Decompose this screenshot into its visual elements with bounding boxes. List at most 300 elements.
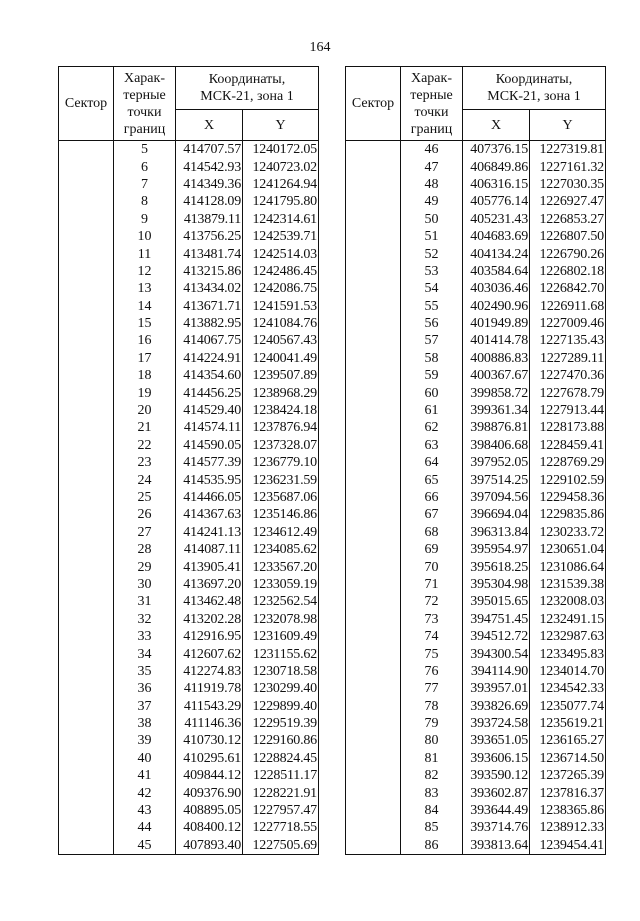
table-row bbox=[346, 332, 606, 349]
point-number-cell: 56 bbox=[401, 315, 463, 332]
y-coordinate-cell: 1241591.53 bbox=[243, 298, 319, 315]
x-coordinate-cell: 413462.48 bbox=[176, 593, 243, 610]
x-coordinate-cell: 411543.29 bbox=[176, 698, 243, 715]
table-row bbox=[346, 628, 606, 645]
header-x: X bbox=[176, 110, 243, 141]
y-coordinate-cell: 1230718.58 bbox=[243, 663, 319, 680]
table-row bbox=[346, 663, 606, 680]
y-coordinate-cell: 1230299.40 bbox=[243, 680, 319, 697]
point-number-cell: 27 bbox=[114, 524, 176, 541]
sector-cell bbox=[346, 298, 401, 315]
sector-cell bbox=[346, 350, 401, 367]
x-coordinate-cell: 395015.65 bbox=[463, 593, 530, 610]
point-number-cell: 74 bbox=[401, 628, 463, 645]
table-row bbox=[346, 558, 606, 575]
point-number-cell: 45 bbox=[114, 837, 176, 855]
point-number-cell: 29 bbox=[114, 558, 176, 575]
y-coordinate-cell: 1227030.35 bbox=[530, 176, 606, 193]
sector-cell bbox=[346, 176, 401, 193]
point-number-cell: 28 bbox=[114, 541, 176, 558]
sector-cell bbox=[59, 732, 114, 749]
y-coordinate-cell: 1227470.36 bbox=[530, 367, 606, 384]
table-row bbox=[59, 558, 319, 575]
point-number-cell: 61 bbox=[401, 402, 463, 419]
x-coordinate-cell: 414542.93 bbox=[176, 158, 243, 175]
table-row bbox=[59, 263, 319, 280]
x-coordinate-cell: 409844.12 bbox=[176, 767, 243, 784]
y-coordinate-cell: 1235687.06 bbox=[243, 489, 319, 506]
x-coordinate-cell: 401949.89 bbox=[463, 315, 530, 332]
header-points: Харак- терные точки границ bbox=[401, 67, 463, 141]
y-coordinate-cell: 1227135.43 bbox=[530, 332, 606, 349]
table-row bbox=[346, 784, 606, 801]
table-row bbox=[346, 384, 606, 401]
table-row bbox=[346, 193, 606, 210]
x-coordinate-cell: 399361.34 bbox=[463, 402, 530, 419]
point-number-cell: 21 bbox=[114, 419, 176, 436]
table-row bbox=[346, 437, 606, 454]
table-row bbox=[59, 767, 319, 784]
point-number-cell: 73 bbox=[401, 611, 463, 628]
point-number-cell: 17 bbox=[114, 350, 176, 367]
table-row bbox=[59, 524, 319, 541]
table-row bbox=[59, 454, 319, 471]
point-number-cell: 24 bbox=[114, 471, 176, 488]
header-x: X bbox=[463, 110, 530, 141]
x-coordinate-cell: 411919.78 bbox=[176, 680, 243, 697]
table-row bbox=[346, 506, 606, 523]
x-coordinate-cell: 414456.25 bbox=[176, 384, 243, 401]
y-coordinate-cell: 1240723.02 bbox=[243, 158, 319, 175]
point-number-cell: 12 bbox=[114, 263, 176, 280]
sector-cell bbox=[346, 767, 401, 784]
table-row bbox=[346, 141, 606, 159]
sector-cell bbox=[346, 193, 401, 210]
x-coordinate-cell: 408400.12 bbox=[176, 819, 243, 836]
x-coordinate-cell: 397514.25 bbox=[463, 471, 530, 488]
point-number-cell: 53 bbox=[401, 263, 463, 280]
sector-cell bbox=[59, 315, 114, 332]
sector-cell bbox=[59, 228, 114, 245]
y-coordinate-cell: 1226802.18 bbox=[530, 263, 606, 280]
y-coordinate-cell: 1226842.70 bbox=[530, 280, 606, 297]
y-coordinate-cell: 1235077.74 bbox=[530, 698, 606, 715]
table-row bbox=[59, 280, 319, 297]
point-number-cell: 62 bbox=[401, 419, 463, 436]
sector-cell bbox=[59, 298, 114, 315]
y-coordinate-cell: 1242086.75 bbox=[243, 280, 319, 297]
x-coordinate-cell: 405776.14 bbox=[463, 193, 530, 210]
point-number-cell: 46 bbox=[401, 141, 463, 159]
x-coordinate-cell: 414349.36 bbox=[176, 176, 243, 193]
x-coordinate-cell: 414367.63 bbox=[176, 506, 243, 523]
table-row bbox=[346, 819, 606, 836]
y-coordinate-cell: 1227289.11 bbox=[530, 350, 606, 367]
table-row bbox=[346, 802, 606, 819]
point-number-cell: 11 bbox=[114, 245, 176, 262]
y-coordinate-cell: 1228511.17 bbox=[243, 767, 319, 784]
sector-cell bbox=[59, 715, 114, 732]
y-coordinate-cell: 1227161.32 bbox=[530, 158, 606, 175]
x-coordinate-cell: 414529.40 bbox=[176, 402, 243, 419]
sector-cell bbox=[59, 263, 114, 280]
table-row bbox=[346, 211, 606, 228]
table-row bbox=[346, 593, 606, 610]
point-number-cell: 41 bbox=[114, 767, 176, 784]
y-coordinate-cell: 1232491.15 bbox=[530, 611, 606, 628]
y-coordinate-cell: 1227009.46 bbox=[530, 315, 606, 332]
x-coordinate-cell: 393813.64 bbox=[463, 837, 530, 855]
x-coordinate-cell: 413202.28 bbox=[176, 611, 243, 628]
point-number-cell: 49 bbox=[401, 193, 463, 210]
sector-cell bbox=[346, 211, 401, 228]
coordinates-table-right bbox=[345, 66, 606, 855]
x-coordinate-cell: 414577.39 bbox=[176, 454, 243, 471]
x-coordinate-cell: 408895.05 bbox=[176, 802, 243, 819]
sector-cell bbox=[346, 802, 401, 819]
sector-cell bbox=[346, 141, 401, 159]
point-number-cell: 38 bbox=[114, 715, 176, 732]
y-coordinate-cell: 1232078.98 bbox=[243, 611, 319, 628]
x-coordinate-cell: 407893.40 bbox=[176, 837, 243, 855]
table-row bbox=[346, 176, 606, 193]
x-coordinate-cell: 411146.36 bbox=[176, 715, 243, 732]
table-row bbox=[346, 680, 606, 697]
table-row bbox=[59, 158, 319, 175]
x-coordinate-cell: 404683.69 bbox=[463, 228, 530, 245]
table-row bbox=[346, 645, 606, 662]
table-row bbox=[346, 228, 606, 245]
sector-cell bbox=[346, 576, 401, 593]
x-coordinate-cell: 412916.95 bbox=[176, 628, 243, 645]
x-coordinate-cell: 413756.25 bbox=[176, 228, 243, 245]
sector-cell bbox=[59, 663, 114, 680]
point-number-cell: 77 bbox=[401, 680, 463, 697]
x-coordinate-cell: 400886.83 bbox=[463, 350, 530, 367]
table-row bbox=[346, 524, 606, 541]
table-row bbox=[59, 645, 319, 662]
y-coordinate-cell: 1239507.89 bbox=[243, 367, 319, 384]
header-coordinates: Координаты, МСК-21, зона 1 bbox=[463, 67, 606, 110]
point-number-cell: 47 bbox=[401, 158, 463, 175]
x-coordinate-cell: 394512.72 bbox=[463, 628, 530, 645]
header-coordinates: Координаты, МСК-21, зона 1 bbox=[176, 67, 319, 110]
x-coordinate-cell: 414128.09 bbox=[176, 193, 243, 210]
x-coordinate-cell: 402490.96 bbox=[463, 298, 530, 315]
x-coordinate-cell: 414067.75 bbox=[176, 332, 243, 349]
y-coordinate-cell: 1227718.55 bbox=[243, 819, 319, 836]
x-coordinate-cell: 413879.11 bbox=[176, 211, 243, 228]
sector-cell bbox=[346, 454, 401, 471]
sector-cell bbox=[59, 750, 114, 767]
sector-cell bbox=[59, 802, 114, 819]
table-row bbox=[59, 471, 319, 488]
x-coordinate-cell: 414087.11 bbox=[176, 541, 243, 558]
point-number-cell: 16 bbox=[114, 332, 176, 349]
header-points: Харак- терные точки границ bbox=[114, 67, 176, 141]
y-coordinate-cell: 1232008.03 bbox=[530, 593, 606, 610]
x-coordinate-cell: 412607.62 bbox=[176, 645, 243, 662]
x-coordinate-cell: 399858.72 bbox=[463, 384, 530, 401]
y-coordinate-cell: 1238912.33 bbox=[530, 819, 606, 836]
y-coordinate-cell: 1228173.88 bbox=[530, 419, 606, 436]
table-row bbox=[59, 593, 319, 610]
sector-cell bbox=[59, 819, 114, 836]
point-number-cell: 18 bbox=[114, 367, 176, 384]
y-coordinate-cell: 1238968.29 bbox=[243, 384, 319, 401]
x-coordinate-cell: 413481.74 bbox=[176, 245, 243, 262]
x-coordinate-cell: 397094.56 bbox=[463, 489, 530, 506]
sector-cell bbox=[346, 645, 401, 662]
x-coordinate-cell: 404134.24 bbox=[463, 245, 530, 262]
y-coordinate-cell: 1242486.45 bbox=[243, 263, 319, 280]
sector-cell bbox=[346, 402, 401, 419]
point-number-cell: 9 bbox=[114, 211, 176, 228]
y-coordinate-cell: 1231155.62 bbox=[243, 645, 319, 662]
table-row bbox=[59, 506, 319, 523]
sector-cell bbox=[59, 332, 114, 349]
point-number-cell: 57 bbox=[401, 332, 463, 349]
sector-cell bbox=[59, 141, 114, 159]
sector-cell bbox=[59, 402, 114, 419]
table-row bbox=[59, 141, 319, 159]
table-row bbox=[59, 784, 319, 801]
sector-cell bbox=[59, 645, 114, 662]
y-coordinate-cell: 1237328.07 bbox=[243, 437, 319, 454]
y-coordinate-cell: 1227913.44 bbox=[530, 402, 606, 419]
x-coordinate-cell: 414535.95 bbox=[176, 471, 243, 488]
x-coordinate-cell: 394751.45 bbox=[463, 611, 530, 628]
x-coordinate-cell: 398876.81 bbox=[463, 419, 530, 436]
y-coordinate-cell: 1236231.59 bbox=[243, 471, 319, 488]
x-coordinate-cell: 414241.13 bbox=[176, 524, 243, 541]
sector-cell bbox=[59, 350, 114, 367]
sector-cell bbox=[346, 489, 401, 506]
point-number-cell: 10 bbox=[114, 228, 176, 245]
y-coordinate-cell: 1242514.03 bbox=[243, 245, 319, 262]
y-coordinate-cell: 1239454.41 bbox=[530, 837, 606, 855]
x-coordinate-cell: 393957.01 bbox=[463, 680, 530, 697]
point-number-cell: 13 bbox=[114, 280, 176, 297]
x-coordinate-cell: 414707.57 bbox=[176, 141, 243, 159]
point-number-cell: 86 bbox=[401, 837, 463, 855]
sector-cell bbox=[346, 263, 401, 280]
table-row bbox=[59, 367, 319, 384]
y-coordinate-cell: 1230651.04 bbox=[530, 541, 606, 558]
point-number-cell: 15 bbox=[114, 315, 176, 332]
x-coordinate-cell: 413434.02 bbox=[176, 280, 243, 297]
x-coordinate-cell: 393590.12 bbox=[463, 767, 530, 784]
table-row bbox=[346, 715, 606, 732]
sector-cell bbox=[346, 593, 401, 610]
sector-cell bbox=[346, 280, 401, 297]
y-coordinate-cell: 1233495.83 bbox=[530, 645, 606, 662]
y-coordinate-cell: 1241795.80 bbox=[243, 193, 319, 210]
x-coordinate-cell: 407376.15 bbox=[463, 141, 530, 159]
table-row bbox=[59, 837, 319, 855]
table-row bbox=[346, 245, 606, 262]
y-coordinate-cell: 1226911.68 bbox=[530, 298, 606, 315]
table-row bbox=[59, 802, 319, 819]
y-coordinate-cell: 1229458.36 bbox=[530, 489, 606, 506]
x-coordinate-cell: 393826.69 bbox=[463, 698, 530, 715]
header-sector: Сектор bbox=[59, 67, 114, 141]
y-coordinate-cell: 1228459.41 bbox=[530, 437, 606, 454]
x-coordinate-cell: 413215.86 bbox=[176, 263, 243, 280]
table-row bbox=[59, 663, 319, 680]
sector-cell bbox=[346, 245, 401, 262]
table-row bbox=[59, 315, 319, 332]
sector-cell bbox=[346, 524, 401, 541]
point-number-cell: 66 bbox=[401, 489, 463, 506]
point-number-cell: 81 bbox=[401, 750, 463, 767]
x-coordinate-cell: 394300.54 bbox=[463, 645, 530, 662]
y-coordinate-cell: 1237265.39 bbox=[530, 767, 606, 784]
x-coordinate-cell: 403584.64 bbox=[463, 263, 530, 280]
point-number-cell: 70 bbox=[401, 558, 463, 575]
page-number: 164 bbox=[309, 40, 331, 55]
y-coordinate-cell: 1226853.27 bbox=[530, 211, 606, 228]
point-number-cell: 63 bbox=[401, 437, 463, 454]
sector-cell bbox=[346, 750, 401, 767]
table-row bbox=[346, 419, 606, 436]
table-row bbox=[59, 819, 319, 836]
sector-cell bbox=[346, 732, 401, 749]
y-coordinate-cell: 1234612.49 bbox=[243, 524, 319, 541]
table-row bbox=[59, 193, 319, 210]
x-coordinate-cell: 393714.76 bbox=[463, 819, 530, 836]
sector-cell bbox=[59, 767, 114, 784]
y-coordinate-cell: 1229102.59 bbox=[530, 471, 606, 488]
point-number-cell: 75 bbox=[401, 645, 463, 662]
y-coordinate-cell: 1241084.76 bbox=[243, 315, 319, 332]
sector-cell bbox=[346, 541, 401, 558]
table-row bbox=[346, 541, 606, 558]
point-number-cell: 78 bbox=[401, 698, 463, 715]
point-number-cell: 83 bbox=[401, 784, 463, 801]
point-number-cell: 54 bbox=[401, 280, 463, 297]
y-coordinate-cell: 1231539.38 bbox=[530, 576, 606, 593]
table-row bbox=[59, 489, 319, 506]
point-number-cell: 71 bbox=[401, 576, 463, 593]
sector-cell bbox=[346, 315, 401, 332]
x-coordinate-cell: 401414.78 bbox=[463, 332, 530, 349]
sector-cell bbox=[59, 558, 114, 575]
sector-cell bbox=[59, 280, 114, 297]
x-coordinate-cell: 395618.25 bbox=[463, 558, 530, 575]
coordinates-table-left bbox=[58, 66, 319, 855]
point-number-cell: 5 bbox=[114, 141, 176, 159]
x-coordinate-cell: 410730.12 bbox=[176, 732, 243, 749]
point-number-cell: 55 bbox=[401, 298, 463, 315]
y-coordinate-cell: 1229160.86 bbox=[243, 732, 319, 749]
point-number-cell: 22 bbox=[114, 437, 176, 454]
x-coordinate-cell: 405231.43 bbox=[463, 211, 530, 228]
point-number-cell: 44 bbox=[114, 819, 176, 836]
y-coordinate-cell: 1226807.50 bbox=[530, 228, 606, 245]
y-coordinate-cell: 1235146.86 bbox=[243, 506, 319, 523]
sector-cell bbox=[59, 628, 114, 645]
y-coordinate-cell: 1229899.40 bbox=[243, 698, 319, 715]
header-y: Y bbox=[530, 110, 606, 141]
y-coordinate-cell: 1227678.79 bbox=[530, 384, 606, 401]
x-coordinate-cell: 395304.98 bbox=[463, 576, 530, 593]
y-coordinate-cell: 1240172.05 bbox=[243, 141, 319, 159]
sector-cell bbox=[346, 663, 401, 680]
y-coordinate-cell: 1226790.26 bbox=[530, 245, 606, 262]
x-coordinate-cell: 394114.90 bbox=[463, 663, 530, 680]
table-row bbox=[346, 402, 606, 419]
point-number-cell: 43 bbox=[114, 802, 176, 819]
table-row bbox=[346, 315, 606, 332]
y-coordinate-cell: 1235619.21 bbox=[530, 715, 606, 732]
sector-cell bbox=[59, 193, 114, 210]
point-number-cell: 80 bbox=[401, 732, 463, 749]
point-number-cell: 64 bbox=[401, 454, 463, 471]
y-coordinate-cell: 1231609.49 bbox=[243, 628, 319, 645]
y-coordinate-cell: 1236779.10 bbox=[243, 454, 319, 471]
point-number-cell: 39 bbox=[114, 732, 176, 749]
sector-cell bbox=[59, 454, 114, 471]
point-number-cell: 14 bbox=[114, 298, 176, 315]
table-row bbox=[346, 767, 606, 784]
point-number-cell: 32 bbox=[114, 611, 176, 628]
y-coordinate-cell: 1227957.47 bbox=[243, 802, 319, 819]
point-number-cell: 7 bbox=[114, 176, 176, 193]
sector-cell bbox=[59, 176, 114, 193]
table-row bbox=[346, 489, 606, 506]
y-coordinate-cell: 1238365.86 bbox=[530, 802, 606, 819]
point-number-cell: 52 bbox=[401, 245, 463, 262]
sector-cell bbox=[346, 367, 401, 384]
point-number-cell: 33 bbox=[114, 628, 176, 645]
sector-cell bbox=[59, 576, 114, 593]
table-body-right bbox=[346, 141, 606, 855]
sector-cell bbox=[346, 715, 401, 732]
y-coordinate-cell: 1236165.27 bbox=[530, 732, 606, 749]
y-coordinate-cell: 1231086.64 bbox=[530, 558, 606, 575]
x-coordinate-cell: 396313.84 bbox=[463, 524, 530, 541]
table-row bbox=[59, 680, 319, 697]
y-coordinate-cell: 1226927.47 bbox=[530, 193, 606, 210]
point-number-cell: 67 bbox=[401, 506, 463, 523]
table-row bbox=[346, 350, 606, 367]
x-coordinate-cell: 414224.91 bbox=[176, 350, 243, 367]
point-number-cell: 69 bbox=[401, 541, 463, 558]
x-coordinate-cell: 413882.95 bbox=[176, 315, 243, 332]
y-coordinate-cell: 1228769.29 bbox=[530, 454, 606, 471]
table-row bbox=[346, 367, 606, 384]
sector-cell bbox=[346, 419, 401, 436]
x-coordinate-cell: 403036.46 bbox=[463, 280, 530, 297]
point-number-cell: 23 bbox=[114, 454, 176, 471]
sector-cell bbox=[346, 611, 401, 628]
sector-cell bbox=[59, 471, 114, 488]
table-row bbox=[59, 750, 319, 767]
y-coordinate-cell: 1227505.69 bbox=[243, 837, 319, 855]
sector-cell bbox=[59, 489, 114, 506]
sector-cell bbox=[59, 506, 114, 523]
table-row bbox=[59, 715, 319, 732]
point-number-cell: 36 bbox=[114, 680, 176, 697]
point-number-cell: 19 bbox=[114, 384, 176, 401]
sector-cell bbox=[59, 211, 114, 228]
table-row bbox=[59, 350, 319, 367]
sector-cell bbox=[59, 384, 114, 401]
table-row bbox=[346, 263, 606, 280]
sector-cell bbox=[59, 158, 114, 175]
point-number-cell: 26 bbox=[114, 506, 176, 523]
